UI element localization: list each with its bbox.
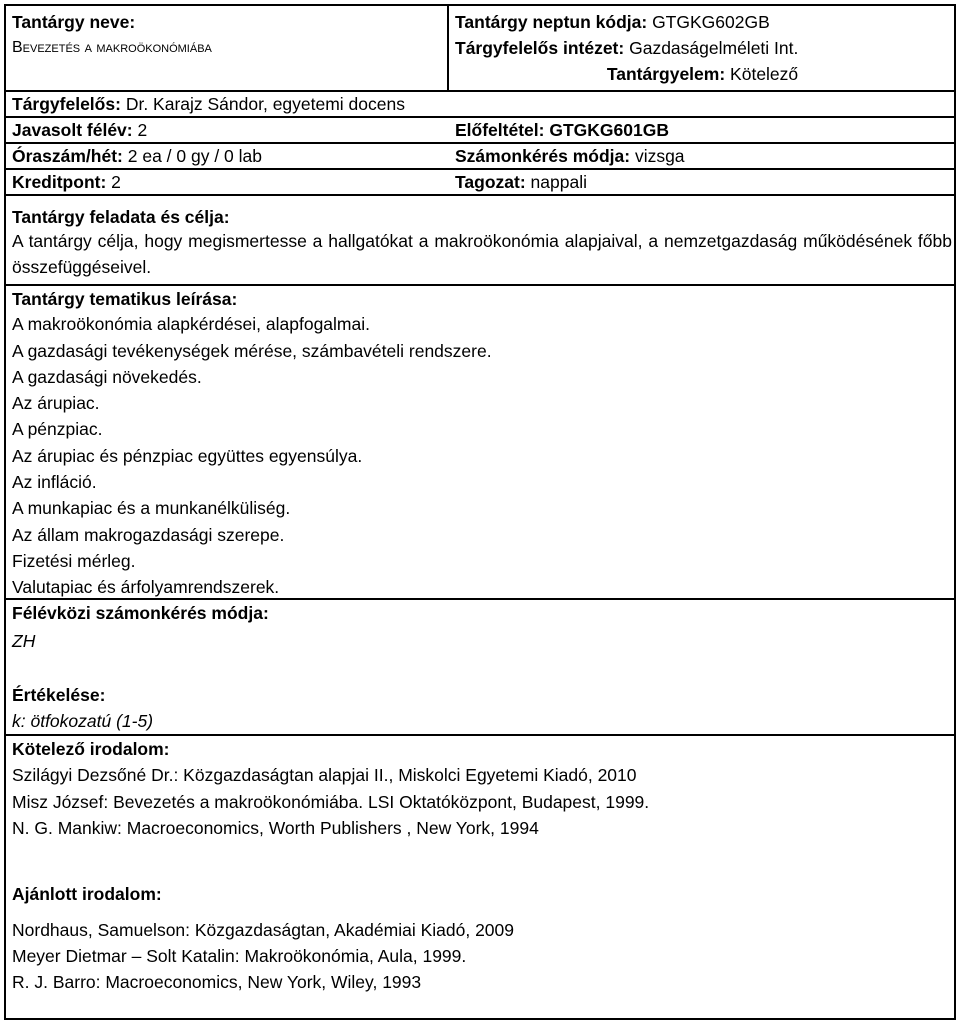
semester-label: Javasolt félév: [12, 120, 133, 140]
goal-label: Tantárgy feladata és célja: [12, 207, 230, 227]
evaluation-label: Értékelése: [12, 685, 106, 705]
subject-element [449, 63, 956, 85]
subject-name-label: Tantárgy neve: [12, 12, 136, 32]
responsible-person [12, 93, 405, 115]
midterm-label: Félévközi számonkérés módja: [12, 603, 269, 623]
topic-item: Az infláció. [12, 472, 97, 492]
divider-goal [6, 284, 954, 286]
credit-points [12, 171, 121, 193]
divider-hours [6, 168, 954, 170]
responsible-institute [455, 37, 798, 59]
weekly-hours [12, 145, 262, 167]
required-reading-item: N. G. Mankiw: Macroeconomics, Worth Publishers , New York, 1994 [12, 818, 539, 838]
exam-type [455, 145, 685, 167]
credit-label: Kreditpont: [12, 172, 107, 192]
hours-label: Óraszám/hét: [12, 146, 123, 166]
responsible-value: Dr. Karajz Sándor, egyetemi docens [125, 94, 405, 114]
prerequisite [455, 119, 669, 141]
institute-value: Gazdaságelméleti Int. [629, 38, 799, 58]
topic-item: A munkapiac és a munkanélküliség. [12, 498, 291, 518]
credit-value: 2 [111, 172, 121, 192]
element-label: Tantárgyelem: [606, 64, 726, 84]
evaluation-value: k: ötfokozatú (1-5) [12, 711, 154, 731]
recommended-semester [12, 119, 147, 141]
neptun-code [455, 11, 770, 33]
recommended-reading-item: Nordhaus, Samuelson: Közgazdaságtan, Akadémiai Kiadó, 2009 [12, 920, 514, 940]
topic-item: Fizetési mérleg. [12, 551, 136, 571]
divider-semester [6, 142, 954, 144]
topic-item: A pénzpiac. [12, 419, 103, 439]
divider-credit [6, 194, 954, 196]
required-reading-label: Kötelező irodalom: [12, 739, 170, 759]
neptun-label: Tantárgy neptun kódja: [455, 12, 648, 32]
topic-item: Az árupiac és pénzpiac együttes egyensúlya. [12, 446, 363, 466]
element-value: Kötelező [730, 64, 799, 84]
topic-item: A makroökonómia alapkérdései, alapfogalmai. [12, 314, 370, 334]
topic-item: Valutapiac és árfolyamrendszerek. [12, 577, 280, 597]
section-label: Tagozat: [455, 172, 526, 192]
course-sheet [4, 4, 956, 1020]
exam-value: vizsga [634, 146, 685, 166]
topics-label: Tantárgy tematikus leírása: [12, 289, 238, 309]
divider-header [6, 90, 954, 92]
divider-topics [6, 598, 954, 600]
institute-label: Tárgyfelelős intézet: [455, 38, 625, 58]
divider-responsible [6, 116, 954, 118]
responsible-label: Tárgyfelelős: [12, 94, 121, 114]
section-value: nappali [530, 172, 587, 192]
goal-text: A tantárgy célja, hogy megismertesse a hallgatókat a makroökonómia alapjaival, a nemzetgazdaság működésének főbb összefüggéseivel. [12, 231, 952, 277]
recommended-reading-label: Ajánlott irodalom: [12, 884, 162, 904]
semester-value: 2 [137, 120, 148, 140]
topic-item: Az árupiac. [12, 393, 100, 413]
topic-item: Az állam makrogazdasági szerepe. [12, 525, 285, 545]
midterm-value: ZH [12, 631, 36, 651]
recommended-reading-item: Meyer Dietmar – Solt Katalin: Makroökonómia, Aula, 1999. [12, 946, 467, 966]
study-section [455, 171, 587, 193]
subject-name-value: Bevezetés a makroökonómiába [12, 39, 212, 56]
divider-evaluation [6, 734, 954, 736]
prereq-value: GTGKG601GB [549, 120, 669, 140]
topic-item: A gazdasági növekedés. [12, 367, 202, 387]
topic-item: A gazdasági tevékenységek mérése, számbavételi rendszere. [12, 341, 492, 361]
required-reading-item: Misz József: Bevezetés a makroökonómiába. LSI Oktatóközpont, Budapest, 1999. [12, 792, 650, 812]
exam-label: Számonkérés módja: [455, 146, 631, 166]
neptun-value: GTGKG602GB [652, 12, 770, 32]
required-reading-item: Szilágyi Dezsőné Dr.: Közgazdaságtan alapjai II., Miskolci Egyetemi Kiadó, 2010 [12, 765, 637, 785]
prereq-label: Előfeltétel: [455, 120, 545, 140]
recommended-reading-item: R. J. Barro: Macroeconomics, New York, Wiley, 1993 [12, 972, 422, 992]
hours-value: 2 ea / 0 gy / 0 lab [127, 146, 263, 166]
